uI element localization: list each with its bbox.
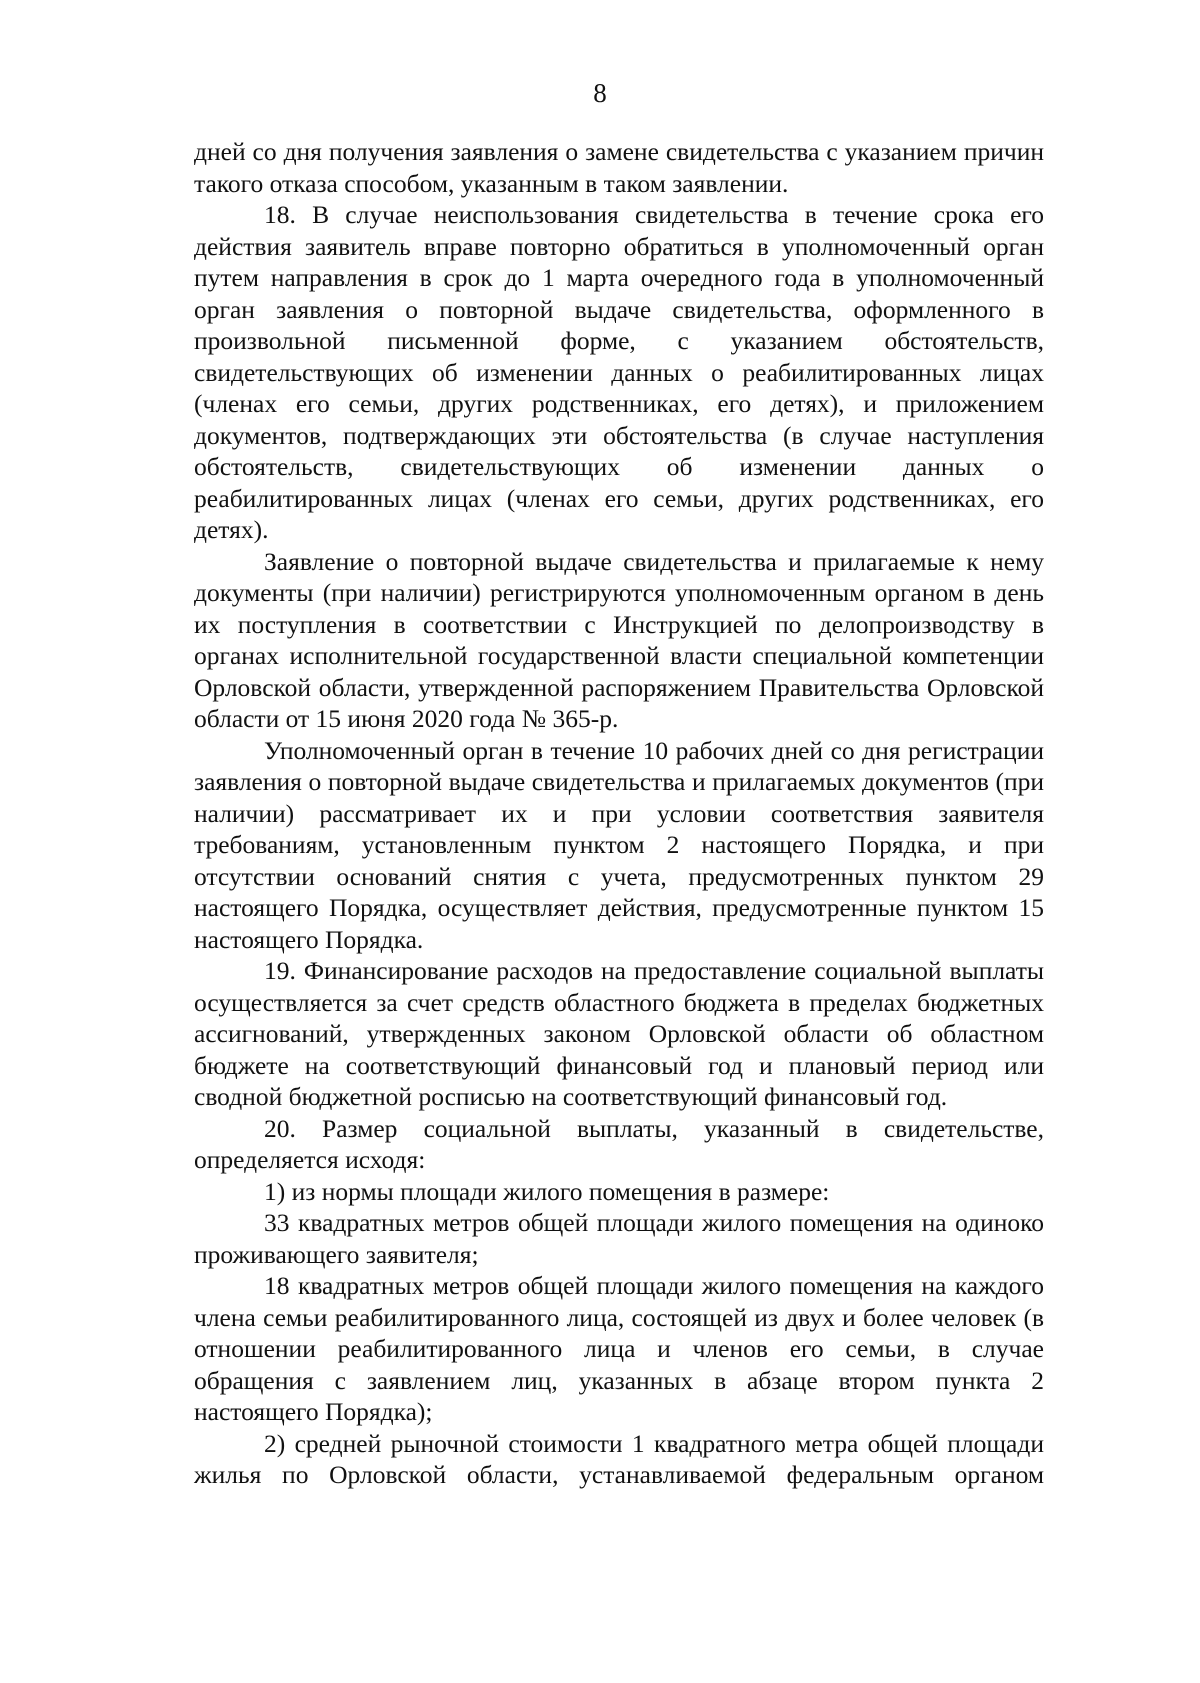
paragraph-norm-33: 33 квадратных метров общей площади жилого помещения на одиноко проживающего заявителя; (194, 1208, 1044, 1269)
paragraph-item-19: 19. Финансирование расходов на предоставление социальной выплаты осуществляется за счет средств областного бюджета в пределах бюджетных ассигнований, утвержденных законом Орловской области об областном бюджете на соответствующий финансовый год и плановый период или сводной бюджетной росписью на соответствующий финансовый год. (194, 956, 1044, 1111)
paragraph-repeat-application: Заявление о повторной выдаче свидетельства и прилагаемые к нему документы (при наличии) регистрируются уполномоченным органом в день их поступления в соответствии с Инструкцией по делопроизводству в органах исполнительной государственной власти специальной компетенции Орловской области, утвержденной распоряжением Правительства Орловской области от 15 июня 2020 года № 365-р. (194, 546, 1044, 733)
paragraph-norm-18: 18 квадратных метров общей площади жилого помещения на каждого члена семьи реабилитированного лица, состоящей из двух и более человек (в отношении реабилитированного лица и членов его семьи, в случае обращения с заявлением лиц, указанных в абзаце втором пункта 2 настоящего Порядка); (194, 1271, 1044, 1426)
paragraph-subitem-2: 2) средней рыночной стоимости 1 квадратного метра общей площади жилья по Орловской области, устанавливаемой федеральным органом (194, 1428, 1044, 1489)
paragraph-authority-review: Уполномоченный орган в течение 10 рабочих дней со дня регистрации заявления о повторной выдаче свидетельства и прилагаемых документов (при наличии) рассматривает их и при условии соответствия заявителя требованиям, установленным пунктом 2 настоящего Порядка, и при отсутствии оснований снятия с учета, предусмотренных пунктом 29 настоящего Порядка, осуществляет действия, предусмотренные пунктом 15 настоящего Порядка. (194, 735, 1044, 954)
paragraph-subitem-1: 1) из нормы площади жилого помещения в размере: (264, 1176, 830, 1206)
paragraph-item-18: 18. В случае неиспользования свидетельства в течение срока его действия заявитель вправе повторно обратиться в уполномоченный орган путем направления в срок до 1 марта очередного года в уполномоченный орган заявления о повторной выдаче свидетельства, оформленного в произвольной письменной форме, с указанием обстоятельств, свидетельствующих об изменении данных о реабилитированных лицах (членах его семьи, других родственниках, его детях), и приложением документов, подтверждающих эти обстоятельства (в случае наступления обстоятельств, свидетельствующих об изменении данных о реабилитированных лицах (членах его семьи, других родственниках, его детях). (194, 200, 1044, 544)
page-number: 8 (593, 78, 607, 108)
document-body (194, 136, 1044, 1491)
paragraph-item-20: 20. Размер социальной выплаты, указанный в свидетельстве, определяется исходя: (194, 1113, 1044, 1174)
paragraph-continuation: дней со дня получения заявления о замене свидетельства с указанием причин такого отказа способом, указанным в таком заявлении. (194, 137, 1044, 198)
